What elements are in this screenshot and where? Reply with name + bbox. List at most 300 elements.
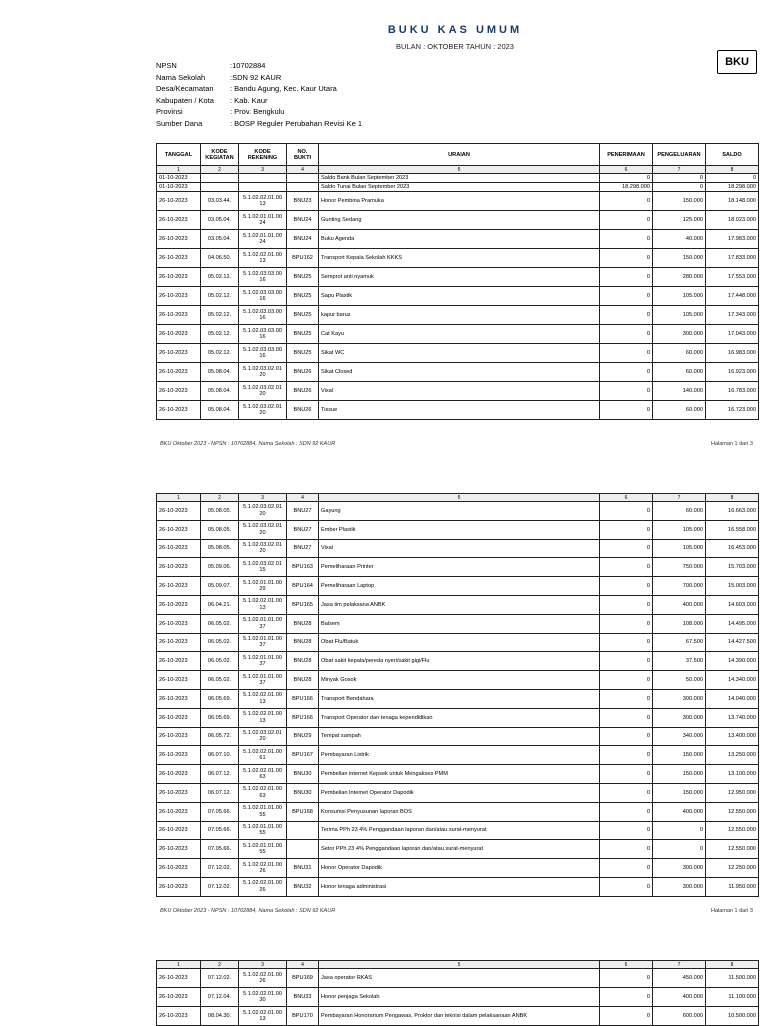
cell-kode-rekening: 5.1.02.03.03.00 16	[239, 306, 287, 325]
column-number: 4	[287, 166, 319, 174]
cell-tanggal: 26-10-2023	[157, 249, 201, 268]
cell-tanggal: 26-10-2023	[157, 306, 201, 325]
cell-kode-rekening: 5.1.02.03.02.01 20	[239, 382, 287, 401]
cell-saldo: 13.740.000	[706, 708, 759, 727]
info-row	[156, 60, 362, 72]
column-number: 2	[201, 494, 239, 502]
cell-kode-rekening: 5.1.02.02.01.00 30	[239, 988, 287, 1007]
column-number: 1	[157, 961, 201, 969]
cell-kode-kegiatan: 05.08.04.	[201, 401, 239, 420]
cell-penerimaan: 0	[600, 558, 653, 577]
info-value: :SDN 92 KAUR	[230, 72, 282, 82]
cell-no-bukti: BPU168	[287, 802, 319, 821]
cell-uraian: Pemeliharaan Printer	[319, 558, 600, 577]
table-row	[157, 539, 759, 558]
info-row	[156, 118, 362, 130]
cell-tanggal: 26-10-2023	[157, 520, 201, 539]
column-number-row	[157, 166, 759, 174]
cell-no-bukti: BNU27	[287, 539, 319, 558]
column-header-pengeluaran: PENGELUARAN	[653, 144, 706, 166]
cell-uraian: Honor Operator Dapodik	[319, 859, 600, 878]
cell-uraian: Transport Operator dan tenaga kependidikan	[319, 708, 600, 727]
cell-tanggal: 26-10-2023	[157, 877, 201, 896]
cell-uraian: Transport Bendahara	[319, 689, 600, 708]
cell-no-bukti: BPU170	[287, 1007, 319, 1026]
cell-tanggal: 01-10-2023	[157, 183, 201, 192]
cell-no-bukti: BNU33	[287, 988, 319, 1007]
cell-penerimaan: 0	[600, 783, 653, 802]
cell-penerimaan: 0	[600, 988, 653, 1007]
cell-saldo: 14.340.000	[706, 671, 759, 690]
cell-kode-kegiatan: 04.06.50.	[201, 249, 239, 268]
cell-no-bukti	[287, 840, 319, 859]
page-1-footer-right: Halaman 1 dari 3	[711, 441, 753, 447]
cell-saldo: 12.250.000	[706, 859, 759, 878]
cell-saldo: 13.100.000	[706, 765, 759, 784]
cell-saldo: 16.783.000	[706, 382, 759, 401]
cell-no-bukti: BNU26	[287, 363, 319, 382]
cell-tanggal: 26-10-2023	[157, 1007, 201, 1026]
cell-uraian: Pembelian Internet Operator Dapodik	[319, 783, 600, 802]
cell-pengeluaran: 50.000	[653, 671, 706, 690]
cell-kode-rekening: 5.1.02.03.02.01 20	[239, 363, 287, 382]
cell-kode-kegiatan: 07.05.66.	[201, 802, 239, 821]
cell-kode-kegiatan: 07.12.02.	[201, 859, 239, 878]
cell-kode-kegiatan: 08.04.30.	[201, 1007, 239, 1026]
cell-saldo: 14.040.000	[706, 689, 759, 708]
cell-tanggal: 26-10-2023	[157, 765, 201, 784]
table-row	[157, 502, 759, 521]
table-row	[157, 268, 759, 287]
info-row	[156, 106, 362, 118]
cell-uraian: Tissue	[319, 401, 600, 420]
cell-tanggal: 26-10-2023	[157, 558, 201, 577]
cell-uraian: Saldo Bank Bulan September 2023	[319, 174, 600, 183]
cell-tanggal: 26-10-2023	[157, 595, 201, 614]
page-1-footer-left: BKU Oktober 2023 - NPSN : 10702884, Nama Sekolah : SDN 92 KAUR	[160, 441, 336, 447]
cell-saldo: 16.923.000	[706, 363, 759, 382]
cell-pengeluaran: 108.000	[653, 614, 706, 633]
cell-tanggal: 26-10-2023	[157, 192, 201, 211]
cell-penerimaan: 0	[600, 821, 653, 840]
cell-tanggal: 26-10-2023	[157, 577, 201, 596]
cell-pengeluaran: 400.000	[653, 802, 706, 821]
cell-pengeluaran: 60.000	[653, 401, 706, 420]
cell-kode-rekening: 5.1.02.03.03.00 16	[239, 287, 287, 306]
cell-saldo: 17.553.000	[706, 268, 759, 287]
cell-uraian: Honor penjaga Sekolah	[319, 988, 600, 1007]
column-number: 3	[239, 166, 287, 174]
info-value: : Prov. Bengkulu	[230, 107, 285, 117]
cell-penerimaan: 0	[600, 840, 653, 859]
cell-pengeluaran: 60.000	[653, 363, 706, 382]
document-title: BUKU KAS UMUM	[387, 24, 523, 36]
cell-uraian: Gunting Sedang	[319, 211, 600, 230]
cell-penerimaan: 0	[600, 877, 653, 896]
cell-pengeluaran: 105.000	[653, 520, 706, 539]
cell-kode-kegiatan: 05.08.04.	[201, 382, 239, 401]
column-number: 5	[319, 494, 600, 502]
cell-no-bukti: BNU28	[287, 652, 319, 671]
page-2-footer-left: BKU Oktober 2023 - NPSN : 10702884, Nama Sekolah : SDN 92 KAUR	[160, 908, 336, 914]
cell-penerimaan: 0	[600, 765, 653, 784]
table-row	[157, 633, 759, 652]
table-row	[157, 859, 759, 878]
table-row	[157, 306, 759, 325]
cell-saldo: 11.100.000	[706, 988, 759, 1007]
cell-penerimaan: 0	[600, 727, 653, 746]
cell-tanggal: 01-10-2023	[157, 174, 201, 183]
cell-kode-kegiatan: 03.03.44.	[201, 192, 239, 211]
cell-pengeluaran: 340.000	[653, 727, 706, 746]
cell-tanggal: 26-10-2023	[157, 344, 201, 363]
cell-uraian: Konsumsi Penyusunan laporan BOS	[319, 802, 600, 821]
cell-penerimaan: 0	[600, 671, 653, 690]
cell-saldo: 14.390.000	[706, 652, 759, 671]
table-row	[157, 783, 759, 802]
cell-saldo: 0	[706, 174, 759, 183]
column-number-row	[157, 961, 759, 969]
cell-no-bukti: BPU169	[287, 969, 319, 988]
cell-saldo: 15.003.000	[706, 577, 759, 596]
table-row	[157, 520, 759, 539]
cell-no-bukti: BNU25	[287, 287, 319, 306]
cell-tanggal: 26-10-2023	[157, 840, 201, 859]
cell-no-bukti: BPU166	[287, 708, 319, 727]
cell-no-bukti: BNU28	[287, 671, 319, 690]
cell-uraian: Vixal	[319, 382, 600, 401]
bku-badge: BKU	[717, 50, 757, 74]
cell-tanggal: 26-10-2023	[157, 614, 201, 633]
table-row	[157, 671, 759, 690]
info-value: : BOSP Reguler Perubahan Revisi Ke 1	[230, 118, 363, 128]
cell-kode-rekening: 5.1.02.01.01.00 37	[239, 652, 287, 671]
cell-penerimaan: 0	[600, 689, 653, 708]
cell-saldo: 11.500.000	[706, 969, 759, 988]
document-subtitle: BULAN : OKTOBER TAHUN : 2023	[396, 42, 514, 51]
cell-penerimaan: 0	[600, 633, 653, 652]
column-number: 1	[157, 494, 201, 502]
cell-pengeluaran: 105.000	[653, 539, 706, 558]
cell-pengeluaran: 40.000	[653, 230, 706, 249]
table-row	[157, 325, 759, 344]
column-header-uraian: URAIAN	[319, 144, 600, 166]
cell-kode-rekening: 5.1.02.02.01.00 26	[239, 877, 287, 896]
cell-saldo: 18.148.000	[706, 192, 759, 211]
cell-uraian: Honor Pembina Pramuka	[319, 192, 600, 211]
info-value: : Kab. Kaur	[230, 95, 268, 105]
cell-kode-kegiatan: 06.05.69.	[201, 708, 239, 727]
cell-kode-rekening: 5.1.02.03.03.00 16	[239, 344, 287, 363]
cell-penerimaan: 0	[600, 230, 653, 249]
cell-kode-rekening: 5.1.02.01.01.00 55	[239, 821, 287, 840]
info-row	[156, 72, 362, 84]
cell-no-bukti: BNU24	[287, 230, 319, 249]
column-header-tanggal: TANGGAL	[157, 144, 201, 166]
cell-saldo: 18.298.000	[706, 183, 759, 192]
info-row	[156, 83, 362, 95]
cash-table-page-1	[156, 143, 759, 420]
cell-saldo: 12.550.000	[706, 840, 759, 859]
cell-kode-rekening: 5.1.02.01.01.00 37	[239, 614, 287, 633]
cell-uraian: Sikat Closed	[319, 363, 600, 382]
column-number-row	[157, 494, 759, 502]
cell-kode-kegiatan: 07.12.04.	[201, 988, 239, 1007]
cell-kode-kegiatan: 06.07.12.	[201, 765, 239, 784]
info-value: :10702884	[230, 61, 266, 71]
cell-pengeluaran: 400.000	[653, 988, 706, 1007]
column-number: 7	[653, 166, 706, 174]
page-2-footer-right: Halaman 1 dari 3	[711, 908, 753, 914]
cell-saldo: 17.043.000	[706, 325, 759, 344]
cell-tanggal: 26-10-2023	[157, 783, 201, 802]
cell-kode-kegiatan: 06.05.72.	[201, 727, 239, 746]
cell-no-bukti: BNU23	[287, 192, 319, 211]
cell-uraian: Cat Kayu	[319, 325, 600, 344]
cell-uraian: Saldo Tunai Bulan September 2023	[319, 183, 600, 192]
cell-penerimaan: 0	[600, 363, 653, 382]
cell-pengeluaran: 37.500	[653, 652, 706, 671]
cell-penerimaan: 18.298.000	[600, 183, 653, 192]
cash-table-page-2	[156, 493, 759, 897]
table-row	[157, 802, 759, 821]
cell-kode-kegiatan	[201, 183, 239, 192]
cell-no-bukti: BNU25	[287, 306, 319, 325]
cell-no-bukti: BNU32	[287, 877, 319, 896]
cell-kode-rekening: 5.1.02.01.01.00 55	[239, 802, 287, 821]
cell-pengeluaran: 0	[653, 821, 706, 840]
cell-no-bukti	[287, 821, 319, 840]
cell-pengeluaran: 700.000	[653, 577, 706, 596]
cell-pengeluaran: 150.000	[653, 765, 706, 784]
cell-kode-kegiatan: 05.02.12.	[201, 306, 239, 325]
cell-tanggal: 26-10-2023	[157, 230, 201, 249]
cell-penerimaan: 0	[600, 802, 653, 821]
info-label: Provinsi	[156, 107, 183, 117]
table-row	[157, 363, 759, 382]
cell-kode-kegiatan: 07.12.02.	[201, 877, 239, 896]
cell-penerimaan: 0	[600, 969, 653, 988]
cell-kode-rekening: 5.1.02.02.01.00 13	[239, 708, 287, 727]
cell-uraian: Obat sakit kepala/pereda nyeri/sakit gigi/Flu	[319, 652, 600, 671]
cell-kode-kegiatan: 07.05.66.	[201, 821, 239, 840]
cell-pengeluaran: 60.000	[653, 502, 706, 521]
cell-uraian: Buku Agenda	[319, 230, 600, 249]
cell-pengeluaran: 450.000	[653, 969, 706, 988]
cell-no-bukti: BNU24	[287, 211, 319, 230]
cell-saldo: 17.343.000	[706, 306, 759, 325]
table-row	[157, 558, 759, 577]
cash-table-page-3	[156, 960, 759, 1026]
column-number: 5	[319, 166, 600, 174]
cell-uraian: kapur barus	[319, 306, 600, 325]
column-number: 8	[706, 494, 759, 502]
cell-no-bukti	[287, 174, 319, 183]
cell-no-bukti: BPU162	[287, 249, 319, 268]
cell-kode-kegiatan: 03.05.04.	[201, 211, 239, 230]
table-row	[157, 988, 759, 1007]
header-row	[157, 144, 759, 166]
cell-penerimaan: 0	[600, 344, 653, 363]
cell-tanggal: 26-10-2023	[157, 211, 201, 230]
table-row	[157, 595, 759, 614]
column-number: 8	[706, 166, 759, 174]
table-row	[157, 287, 759, 306]
cell-tanggal: 26-10-2023	[157, 401, 201, 420]
cell-pengeluaran: 150.000	[653, 783, 706, 802]
cell-tanggal: 26-10-2023	[157, 746, 201, 765]
cell-pengeluaran: 300.000	[653, 859, 706, 878]
cell-tanggal: 26-10-2023	[157, 727, 201, 746]
cell-no-bukti: BNU25	[287, 268, 319, 287]
cell-uraian: Ember Plastik	[319, 520, 600, 539]
cell-saldo: 14.603.000	[706, 595, 759, 614]
cell-tanggal: 26-10-2023	[157, 689, 201, 708]
column-number: 6	[600, 494, 653, 502]
cell-kode-rekening: 5.1.02.02.01.00 13	[239, 689, 287, 708]
cell-uraian: Semprot anti nyamuk	[319, 268, 600, 287]
cell-kode-kegiatan: 06.07.10.	[201, 746, 239, 765]
table-row	[157, 174, 759, 183]
column-number: 8	[706, 961, 759, 969]
info-row	[156, 95, 362, 107]
table-row	[157, 969, 759, 988]
cell-kode-rekening: 5.1.02.01.01.00 37	[239, 671, 287, 690]
school-info	[156, 60, 362, 129]
cell-no-bukti: BNU27	[287, 520, 319, 539]
cell-penerimaan: 0	[600, 249, 653, 268]
cell-kode-rekening: 5.1.02.03.03.00 16	[239, 268, 287, 287]
cell-kode-kegiatan	[201, 174, 239, 183]
cell-kode-rekening: 5.1.02.03.02.01 20	[239, 401, 287, 420]
cell-pengeluaran: 750.000	[653, 558, 706, 577]
cell-tanggal: 26-10-2023	[157, 708, 201, 727]
cell-uraian: Pembelian internet Kepsek untuk Mengakses PMM	[319, 765, 600, 784]
cell-pengeluaran: 67.500	[653, 633, 706, 652]
cell-kode-kegiatan: 06.05.02.	[201, 652, 239, 671]
table-row	[157, 840, 759, 859]
info-label: Sumber Dana	[156, 118, 203, 128]
cell-no-bukti: BNU28	[287, 633, 319, 652]
column-header-kode-rekening: KODE REKENING	[239, 144, 287, 166]
cell-kode-rekening: 5.1.02.02.01.00 61	[239, 746, 287, 765]
cell-penerimaan: 0	[600, 708, 653, 727]
cell-pengeluaran: 150.000	[653, 249, 706, 268]
cell-tanggal: 26-10-2023	[157, 988, 201, 1007]
table-row	[157, 192, 759, 211]
cell-no-bukti: BNU30	[287, 765, 319, 784]
cell-kode-rekening: 5.1.02.01.01.00 24	[239, 211, 287, 230]
cell-uraian: Balsem	[319, 614, 600, 633]
cell-kode-kegiatan: 05.09.07.	[201, 577, 239, 596]
cell-tanggal: 26-10-2023	[157, 969, 201, 988]
cell-kode-kegiatan: 05.08.05.	[201, 539, 239, 558]
cell-no-bukti: BPU167	[287, 746, 319, 765]
cell-uraian: Vixal	[319, 539, 600, 558]
cell-pengeluaran: 280.000	[653, 268, 706, 287]
cell-kode-rekening: 5.1.02.02.01.00 13	[239, 1007, 287, 1026]
cell-penerimaan: 0	[600, 595, 653, 614]
cell-penerimaan: 0	[600, 287, 653, 306]
cell-pengeluaran: 0	[653, 840, 706, 859]
cell-pengeluaran: 105.000	[653, 306, 706, 325]
cell-kode-rekening: 5.1.02.02.01.00 13	[239, 249, 287, 268]
cell-saldo: 16.453.000	[706, 539, 759, 558]
cell-pengeluaran: 0	[653, 183, 706, 192]
table-row	[157, 577, 759, 596]
table-row	[157, 708, 759, 727]
cell-penerimaan: 0	[600, 192, 653, 211]
column-header-penerimaan: PENERIMAAN	[600, 144, 653, 166]
cell-tanggal: 26-10-2023	[157, 382, 201, 401]
cell-kode-kegiatan: 05.09.06.	[201, 558, 239, 577]
cell-penerimaan: 0	[600, 539, 653, 558]
cell-kode-kegiatan: 05.08.05.	[201, 520, 239, 539]
table-row	[157, 344, 759, 363]
cell-pengeluaran: 300.000	[653, 877, 706, 896]
cell-kode-rekening: 5.1.02.02.01.00 13	[239, 192, 287, 211]
table-row	[157, 1007, 759, 1026]
info-label: Desa/Kecamatan	[156, 84, 214, 94]
cell-kode-rekening	[239, 174, 287, 183]
cell-saldo: 18.023.000	[706, 211, 759, 230]
cell-uraian: Jasa tim pelaksana ANBK	[319, 595, 600, 614]
cell-kode-kegiatan: 05.02.12.	[201, 344, 239, 363]
cell-pengeluaran: 600.000	[653, 1007, 706, 1026]
cell-no-bukti: BPU166	[287, 689, 319, 708]
cell-saldo: 15.703.000	[706, 558, 759, 577]
cell-uraian: Pembayaran Listrik	[319, 746, 600, 765]
column-header-saldo: SALDO	[706, 144, 759, 166]
table-row	[157, 614, 759, 633]
cell-penerimaan: 0	[600, 325, 653, 344]
table-row	[157, 727, 759, 746]
table-row	[157, 746, 759, 765]
cell-tanggal: 26-10-2023	[157, 502, 201, 521]
cell-kode-rekening: 5.1.02.01.01.00 29	[239, 577, 287, 596]
cell-saldo: 16.983.000	[706, 344, 759, 363]
cell-tanggal: 26-10-2023	[157, 325, 201, 344]
cell-penerimaan: 0	[600, 502, 653, 521]
column-number: 1	[157, 166, 201, 174]
cell-kode-kegiatan: 05.02.12.	[201, 325, 239, 344]
cell-penerimaan: 0	[600, 577, 653, 596]
cell-uraian: Gayung	[319, 502, 600, 521]
cell-uraian: Minyak Gosok	[319, 671, 600, 690]
cell-no-bukti: BNU27	[287, 502, 319, 521]
cell-kode-rekening: 5.1.02.01.01.00 24	[239, 230, 287, 249]
cell-saldo: 14.495.000	[706, 614, 759, 633]
column-header-no-bukti: NO. BUKTI	[287, 144, 319, 166]
table-row	[157, 765, 759, 784]
cell-kode-kegiatan: 06.05.69.	[201, 689, 239, 708]
cell-kode-rekening: 5.1.02.02.01.00 26	[239, 969, 287, 988]
cell-saldo: 12.950.000	[706, 783, 759, 802]
cell-uraian: Pemeliharaan Laptop	[319, 577, 600, 596]
cell-penerimaan: 0	[600, 1007, 653, 1026]
column-number: 4	[287, 494, 319, 502]
cell-pengeluaran: 105.000	[653, 287, 706, 306]
cell-kode-kegiatan: 05.02.12.	[201, 268, 239, 287]
cell-uraian: Jasa operator RKAS	[319, 969, 600, 988]
cell-saldo: 17.448.000	[706, 287, 759, 306]
cell-no-bukti	[287, 183, 319, 192]
cell-saldo: 16.663.000	[706, 502, 759, 521]
cell-kode-rekening: 5.1.02.03.02.01 20	[239, 727, 287, 746]
cell-pengeluaran: 125.000	[653, 211, 706, 230]
cell-tanggal: 26-10-2023	[157, 859, 201, 878]
info-label: Nama Sekolah	[156, 72, 206, 82]
